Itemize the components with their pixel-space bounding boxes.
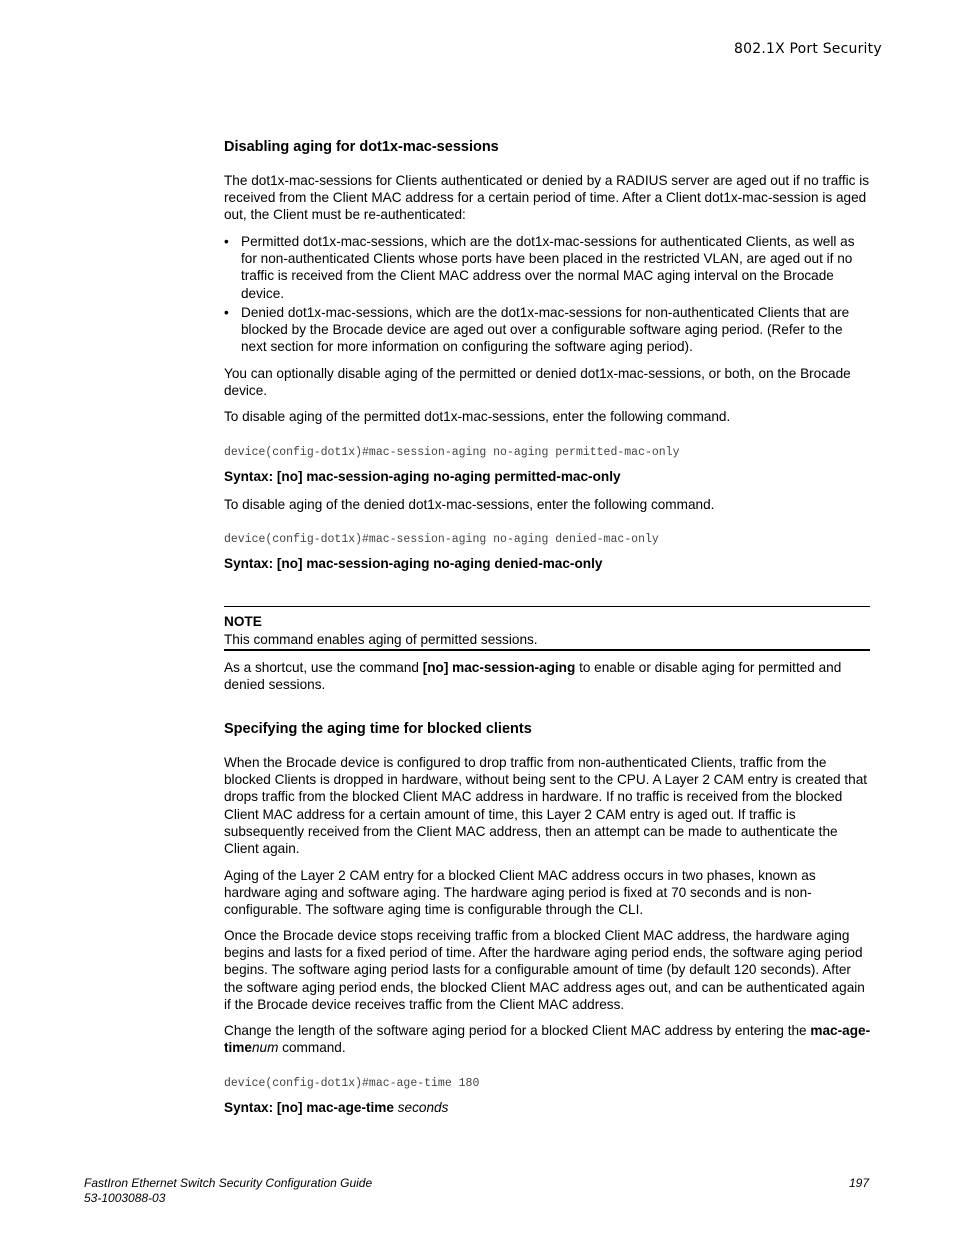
note-bottom-rule [224,649,870,651]
optional-disable-paragraph: You can optionally disable aging of the permitted or denied dot1x-mac-sessions, or both, on the Brocade device. [224,366,851,399]
bullet-icon: • [224,234,229,249]
command-name: [no] mac-session-aging [422,660,576,675]
section-heading-aging-time: Specifying the aging time for blocked clients [224,721,532,737]
note-label: NOTE [224,614,262,629]
note-text: This command enables aging of permitted sessions. [224,632,538,647]
software-aging-paragraph: Once the Brocade device stops receiving traffic from a blocked Client MAC address, the hardware aging begins and lasts for a fixed period of time. After the hardware aging period ends, the software aging period begins. The software aging period lasts for a configurable amount of time (by default 120 seconds). After the software aging period ends, the blocked Client MAC address ages out, and can be authenticated again if the Brocade device receives traffic from the Client MAC address. [224,928,865,1012]
intro-paragraph: The dot1x-mac-sessions for Clients authenticated or denied by a RADIUS server are aged out if no traffic is received from the Client MAC address for a certain period of time. After a Client dot1x-mac-session is aged out, the Client must be re-authenticated: [224,173,870,223]
footer-page-number: 197 [849,1176,870,1190]
bullet-list [224,233,871,355]
command-name: mac-age-time [224,1023,871,1056]
syntax-denied: Syntax: [no] mac-session-aging no-aging denied-mac-only [224,556,603,571]
change-aging-paragraph: Change the length of the software aging period for a blocked Client MAC address by entering the mac-age-timenum command. [224,1023,871,1056]
shortcut-paragraph: As a shortcut, use the command [no] mac-session-aging to enable or disable aging for permitted and denied sessions. [224,660,842,693]
blocked-clients-paragraph: When the Brocade device is configured to drop traffic from non-authenticated Clients, traffic from the blocked Clients is dropped in hardware, without being sent to the CPU. A Layer 2 CAM entry is created that drops traffic from the blocked Client MAC address in hardware. If no traffic is received from the blocked Client MAC address for a certain amount of time, this Layer 2 CAM entry is aged out. If traffic is subsequently received from the Client MAC address, then an attempt can be made to authenticate the Client again. [224,755,868,857]
code-denied: device(config-dot1x)#mac-session-aging no-aging denied-mac-only [224,533,659,546]
aging-phases-paragraph: Aging of the Layer 2 CAM entry for a blocked Client MAC address occurs in two phases, known as hardware aging and software aging. The hardware aging period is fixed at 70 seconds and is non-configurable. The software aging time is configurable through the CLI. [224,868,816,918]
list-item: • Permitted dot1x-mac-sessions, which are the dot1x-mac-sessions for authenticated Clients, as well as for non-authenticated Clients whose ports have been placed in the restricted VLAN, are aged out if no traffic is received from the Client MAC address over the normal MAC aging interval on the Brocade device. [224,234,855,301]
syntax-permitted: Syntax: [no] mac-session-aging no-aging permitted-mac-only [224,469,621,484]
footer-doc-number: 53-1003088-03 [84,1191,166,1205]
footer-guide-title: FastIron Ethernet Switch Security Configuration Guide [84,1176,373,1190]
permitted-instruction: To disable aging of the permitted dot1x-mac-sessions, enter the following command. [224,409,731,424]
section-heading-disabling-aging: Disabling aging for dot1x-mac-sessions [224,139,499,155]
code-mac-age-time: device(config-dot1x)#mac-age-time 180 [224,1077,480,1090]
code-permitted: device(config-dot1x)#mac-session-aging no-aging permitted-mac-only [224,446,680,459]
parameter-name: num [251,1040,279,1056]
note-top-rule [224,606,870,607]
list-item: • Denied dot1x-mac-sessions, which are the dot1x-mac-sessions for non-authenticated Clients that are blocked by the Brocade device are aged out over a configurable software aging period. (Refer to the next section for more information on configuring the software aging period). [224,304,850,355]
syntax-mac-age-time: Syntax: [no] mac-age-time seconds [224,1100,449,1115]
denied-instruction: To disable aging of the denied dot1x-mac-sessions, enter the following command. [224,497,715,512]
running-header: 802.1X Port Security [734,41,882,57]
bullet-icon: • [224,304,229,320]
